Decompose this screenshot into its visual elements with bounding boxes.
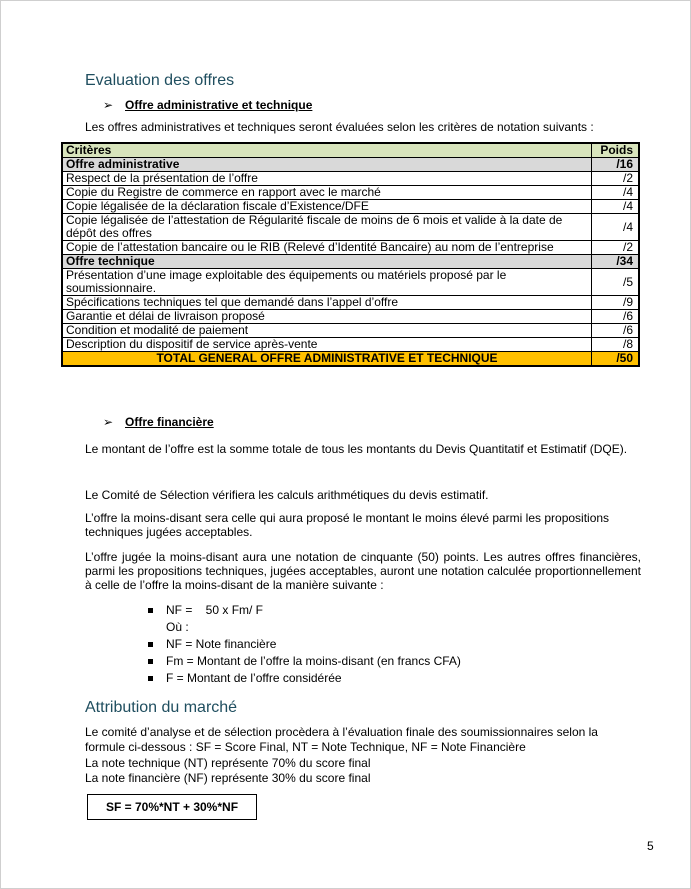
table-row [62, 338, 639, 352]
score-formula-box: SF = 70%*NT + 30%*NF [87, 794, 257, 820]
criteria-cell: Copie légalisée de l’attestation de Régularité fiscale de moins de 6 mois et valide à la date de dépôt des offres [62, 214, 592, 241]
arrow-bullet-icon: ➢ [103, 415, 114, 429]
subheading-label: Offre financière [125, 415, 214, 429]
subheading-admin-tech [103, 98, 312, 112]
table-row [62, 214, 639, 241]
table-row [62, 200, 639, 214]
financial-paragraph-1: Le montant de l’offre est la somme totale de tous les montants du Devis Quantitatif et Estimatif (DQE). [85, 442, 628, 456]
intro-paragraph: Les offres administratives et techniques seront évaluées selon les critères de notation suivants : [85, 120, 594, 134]
subheading-financial [103, 415, 214, 429]
criteria-cell: Présentation d’une image exploitable des équipements ou matériels proposé par le soumissionnaire. [62, 269, 592, 296]
table-row [62, 186, 639, 200]
attribution-line-4: La note financière (NF) représente 30% du score final [85, 771, 371, 785]
page-number: 5 [647, 839, 654, 853]
criteria-cell: Offre technique [62, 255, 592, 269]
weight-cell: /4 [592, 214, 640, 241]
table-row [62, 296, 639, 310]
criteria-cell: Respect de la présentation de l’offre [62, 172, 592, 186]
list-item: NF = 50 x Fm/ F [146, 602, 566, 619]
criteria-cell: TOTAL GENERAL OFFRE ADMINISTRATIVE ET TECHNIQUE [62, 352, 592, 367]
criteria-cell: Condition et modalité de paiement [62, 324, 592, 338]
square-bullet-icon [148, 659, 153, 664]
list-item: F = Montant de l’offre considérée [146, 670, 566, 687]
square-bullet-icon [148, 642, 153, 647]
financial-paragraph-2: Le Comité de Sélection vérifiera les calculs arithmétiques du devis estimatif. [85, 488, 489, 502]
criteria-cell: Description du dispositif de service après-vente [62, 338, 592, 352]
square-bullet-icon [148, 676, 153, 681]
subheading-label: Offre administrative et technique [125, 98, 313, 112]
square-bullet-icon [148, 608, 153, 613]
table-row [62, 241, 639, 255]
criteria-cell: Copie du Registre de commerce en rapport avec le marché [62, 186, 592, 200]
arrow-bullet-icon: ➢ [103, 98, 114, 112]
table-row [62, 310, 639, 324]
total-row [62, 352, 639, 367]
list-item-plain: Où : [166, 620, 189, 634]
weight-cell: /2 [592, 172, 640, 186]
table-row [62, 324, 639, 338]
section-row [62, 158, 639, 172]
list-item: NF = Note financière [146, 636, 566, 653]
criteria-cell: Offre administrative [62, 158, 592, 172]
weight-cell: /6 [592, 310, 640, 324]
table-row [62, 172, 639, 186]
weight-cell: /5 [592, 269, 640, 296]
criteria-table [61, 142, 640, 367]
weight-cell: /9 [592, 296, 640, 310]
attribution-line-3: La note technique (NT) représente 70% du score final [85, 756, 371, 770]
table-row [62, 269, 639, 296]
weight-cell: /34 [592, 255, 640, 269]
weight-cell: /8 [592, 338, 640, 352]
attribution-line-2: formule ci-dessous : SF = Score Final, NT = Note Technique, NF = Note Financière [85, 740, 526, 754]
criteria-cell: Garantie et délai de livraison proposé [62, 310, 592, 324]
criteria-cell: Copie légalisée de la déclaration fiscale d’Existence/DFE [62, 200, 592, 214]
weight-cell: /16 [592, 158, 640, 172]
header-criteria: Critères [62, 143, 592, 158]
criteria-cell: Copie de l’attestation bancaire ou le RIB (Relevé d’Identité Bancaire) au nom de l’entreprise [62, 241, 592, 255]
financial-paragraph-4: L’offre jugée la moins-disant aura une notation de cinquante (50) points. Les autres offres financières, parmi les propositions techniques, jugées acceptables, auront une notation calculée proportionnellement à celle de l’offre la moins-disant de la manière suivante : [85, 550, 641, 592]
list-item: Fm = Montant de l’offre la moins-disant (en francs CFA) [146, 653, 566, 670]
financial-paragraph-3: L’offre la moins-disant sera celle qui aura proposé le montant le moins élevé parmi les propositions techniques jugées acceptables. [85, 511, 610, 539]
weight-cell: /6 [592, 324, 640, 338]
criteria-cell: Spécifications techniques tel que demandé dans l’appel d’offre [62, 296, 592, 310]
section-title-attribution: Attribution du marché [85, 699, 238, 716]
header-weight: Poids [592, 143, 640, 158]
section-title-evaluation: Evaluation des offres [85, 72, 235, 89]
weight-cell: /4 [592, 200, 640, 214]
table-header-row [62, 143, 639, 158]
weight-cell: /50 [592, 352, 640, 367]
weight-cell: /2 [592, 241, 640, 255]
section-row [62, 255, 639, 269]
attribution-line-1: Le comité d’analyse et de sélection procèdera à l’évaluation finale des soumissionnaires selon la [85, 725, 598, 739]
weight-cell: /4 [592, 186, 640, 200]
formula-list [146, 602, 566, 687]
